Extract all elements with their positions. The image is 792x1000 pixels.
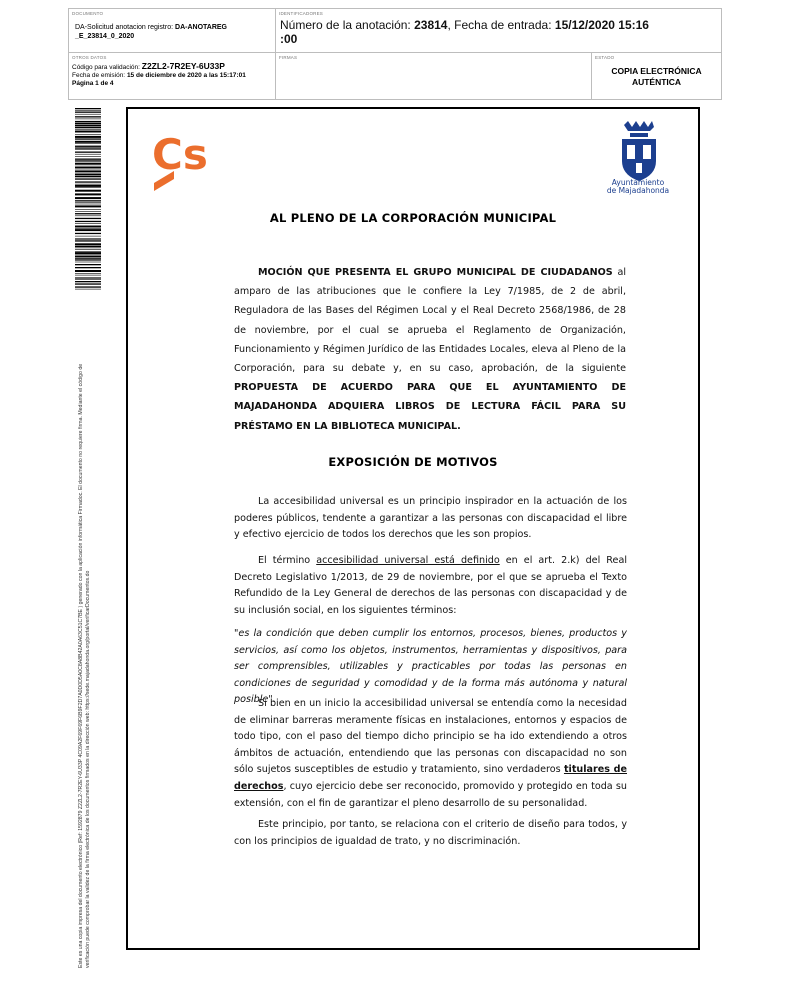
barcode-bar xyxy=(75,283,101,284)
barcode-bar xyxy=(75,239,101,240)
barcode-bar xyxy=(75,262,101,263)
barcode-bar xyxy=(75,218,101,219)
barcode-bar xyxy=(75,197,101,199)
barcode-bar xyxy=(75,273,101,274)
barcode-bar xyxy=(75,143,101,144)
barcode-bar xyxy=(75,256,101,257)
barcode-bar xyxy=(75,138,101,139)
barcode-bar xyxy=(75,181,101,182)
firmas-label: FIRMAS xyxy=(279,55,298,60)
verification-side-text: Este es una copia impresa del documento electrónico (Ref: 1592879 Z2ZL2-7R2EY-6U33P 4C09A2F69F69F6B9F2D7A0D0D5A0C8A8B42A0A63C51C7BE ) generado con la aplicación informática Firmadoc. El documento no requiere firma. Mediante el código de verificación puede comprobar la validez de la firma electrónica de los documentos firmados en la dirección web: https://sede.majadahonda.org/portal/verificarDocumentos.do xyxy=(78,363,91,968)
barcode-bar xyxy=(75,119,101,120)
barcode-bar xyxy=(75,125,101,127)
documento-cell xyxy=(69,9,276,53)
barcode-bar xyxy=(75,121,101,122)
barcode-bar xyxy=(75,166,101,167)
barcode-bar xyxy=(75,270,101,272)
barcode-bar xyxy=(75,238,101,239)
barcode-bar xyxy=(75,289,101,290)
barcode-bar xyxy=(75,193,101,195)
barcode-bar xyxy=(75,147,101,148)
barcode-bar xyxy=(75,159,101,160)
barcode-bar xyxy=(75,229,101,231)
document-title: AL PLENO DE LA CORPORACIÓN MUNICIPAL xyxy=(269,211,557,225)
definition-quote: "es la condición que deben cumplir los entornos, procesos, bienes, productos y servicios, así como los objetos, instrumentos, herramientas y dispositivos, para ser comprensibles, utilizables y practicables por todas las personas en condiciones de seguridad y comodidad y de la forma más autónoma y natural posible". xyxy=(234,628,627,706)
barcode-bar xyxy=(75,249,101,250)
barcode-bar xyxy=(75,243,101,245)
otros-datos-cell xyxy=(69,53,276,99)
barcode-bar xyxy=(75,141,101,143)
barcode-bar xyxy=(75,112,101,113)
barcode-bar xyxy=(75,127,101,128)
barcode-bar xyxy=(75,226,101,228)
barcode-bar xyxy=(75,163,101,165)
barcode-bar xyxy=(75,187,101,188)
barcode-bar xyxy=(75,258,101,259)
barcode-bar xyxy=(75,216,101,217)
barcode-bar xyxy=(75,267,101,268)
barcode-bar xyxy=(75,279,101,280)
barcode-bar xyxy=(75,252,101,254)
barcode-bar xyxy=(75,211,101,212)
barcode-bar xyxy=(75,176,101,177)
party-logo-text: Cs xyxy=(152,130,208,179)
paragraph-2: El término accesibilidad universal está definido en el art. 2.k) del Real Decreto Legislativo 1/2013, de 29 de noviembre, por el que se aprueba el Texto Refundido de la Ley General de derechos de las personas con discapacidad y de su inclusión social, en los siguientes términos: xyxy=(234,555,627,616)
barcode-bar xyxy=(75,129,101,130)
barcode-bar xyxy=(75,149,101,150)
paragraph-3: Si bien en un inicio la accesibilidad universal se entendía como la necesidad de eliminar barreras meramente físicas en instalaciones, entornos y espacios de todo tipo, con el paso del tiempo dicho principio se ha ido extendiendo a otros ámbitos de actuación, entendiendo que las personas con discapacidad no son sólo sujetos susceptibles de estudio y tratamiento, sino verdaderos titulares de derechos, cuyo ejercicio debe ser reconocido, promovido y protegido en toda su extensión, con el fin de garantizar el pleno desarrollo de su personalidad. xyxy=(234,698,627,809)
barcode-bar xyxy=(75,228,101,229)
identificadores-label: IDENTIFICADORES xyxy=(279,11,324,16)
emision-prefix: Fecha de emisión: xyxy=(72,71,126,79)
barcode-bar xyxy=(75,146,101,147)
barcode-bar xyxy=(75,190,101,192)
mocion-paragraph: MOCIÓN QUE PRESENTA EL GRUPO MUNICIPAL DE CIUDADANOS al amparo de las atribuciones que le confiere la Ley 7/1985, de 2 de abril, Reguladora de las Bases del Régimen Local y el Real Decreto 2568/1986, de 28 de noviembre, por el cual se aprueba el Reglamento de Organización, Funcionamiento y Régimen Jurídico de las Entidades Locales, eleva al Pleno de la Corporación, para su debate y, en su caso, aprobación, de la siguiente PROPUESTA DE ACUERDO PARA QUE EL AYUNTAMIENTO DE MAJADAHONDA ADQUIERA LIBROS DE LECTURA FÁCIL PARA SU PRÉSTAMO EN LA BIBLIOTECA MUNICIPAL. xyxy=(234,267,626,432)
barcode-bar xyxy=(75,255,101,256)
barcode-bar xyxy=(75,286,101,287)
estado-label: ESTADO xyxy=(595,55,615,60)
barcode-bar xyxy=(75,259,101,260)
barcode-bar xyxy=(75,275,101,276)
barcode-bar xyxy=(75,221,101,222)
barcode-bar xyxy=(75,136,101,138)
barcode-bar xyxy=(75,123,101,124)
barcode-bar xyxy=(75,169,101,170)
identificadores-cell xyxy=(276,9,721,53)
barcode xyxy=(75,108,101,290)
barcode-bar xyxy=(75,167,101,168)
barcode-bar xyxy=(75,174,101,176)
section-title: EXPOSICIÓN DE MOTIVOS xyxy=(328,455,498,469)
barcode-bar xyxy=(75,131,101,133)
barcode-bar xyxy=(75,240,101,241)
barcode-bar xyxy=(75,236,101,237)
barcode-bar xyxy=(75,156,101,157)
barcode-bar xyxy=(75,233,101,234)
documento-value: DA-Solicitud anotacion registro: DA-ANOTAREG _E_23814_0_2020 xyxy=(75,24,227,40)
barcode-bar xyxy=(75,251,101,252)
barcode-bar xyxy=(75,209,101,210)
barcode-bar xyxy=(75,246,101,247)
firmas-cell xyxy=(276,53,592,99)
anotacion-info: Número de la anotación: 23814, Fecha de entrada: 15/12/2020 15:16 :00 xyxy=(280,18,649,46)
page-count: Página 1 de 4 xyxy=(72,79,114,87)
barcode-bar xyxy=(75,185,101,187)
paragraph-1: La accesibilidad universal es un principio inspirador en la actuación de los poderes públicos, tendente a garantizar a las personas con discapacidad el libre y efectivo ejercicio de todos los derechos que les son propios. xyxy=(234,496,627,541)
barcode-bar xyxy=(75,205,101,207)
validation-code: Z2ZL2-7R2EY-6U33P xyxy=(141,61,225,71)
barcode-bar xyxy=(75,108,101,109)
barcode-bar xyxy=(75,278,101,279)
barcode-bar xyxy=(75,134,101,135)
barcode-bar xyxy=(75,277,101,278)
barcode-bar xyxy=(75,160,101,161)
barcode-bar xyxy=(75,114,101,115)
barcode-bar xyxy=(75,264,101,265)
barcode-bar xyxy=(75,170,101,172)
barcode-bar xyxy=(75,116,101,117)
barcode-bar xyxy=(75,200,101,201)
estado-cell xyxy=(592,53,721,99)
barcode-bar xyxy=(75,248,101,249)
barcode-bar xyxy=(75,184,101,185)
barcode-bar xyxy=(75,223,101,224)
barcode-bar xyxy=(75,202,101,203)
barcode-bar xyxy=(75,178,101,179)
otros-datos-label: OTROS DATOS xyxy=(72,55,107,60)
documento-label: DOCUMENTO xyxy=(72,11,104,16)
ayuntamiento-name: Ayuntamiento de Majadahonda xyxy=(606,178,670,195)
barcode-bar xyxy=(75,213,101,214)
codigo-prefix: Código para validación: xyxy=(72,64,140,71)
barcode-bar xyxy=(75,152,101,153)
paragraph-4: Este principio, por tanto, se relaciona con el criterio de diseño para todos, y con los principios de igualdad de trato, y no discriminación. xyxy=(234,819,627,847)
emision-date: 15 de diciembre de 2020 a las 15:17:01 xyxy=(126,71,246,79)
document-metadata-header xyxy=(68,8,722,100)
scanned-document-page xyxy=(126,107,700,950)
estado-value: COPIA ELECTRÓNICA AUTÉNTICA xyxy=(611,66,702,87)
barcode-bar xyxy=(75,281,101,282)
barcode-bar xyxy=(75,204,101,205)
ciudadanos-logo xyxy=(152,129,214,199)
barcode-bar xyxy=(75,110,101,111)
barcode-bar xyxy=(75,154,101,155)
